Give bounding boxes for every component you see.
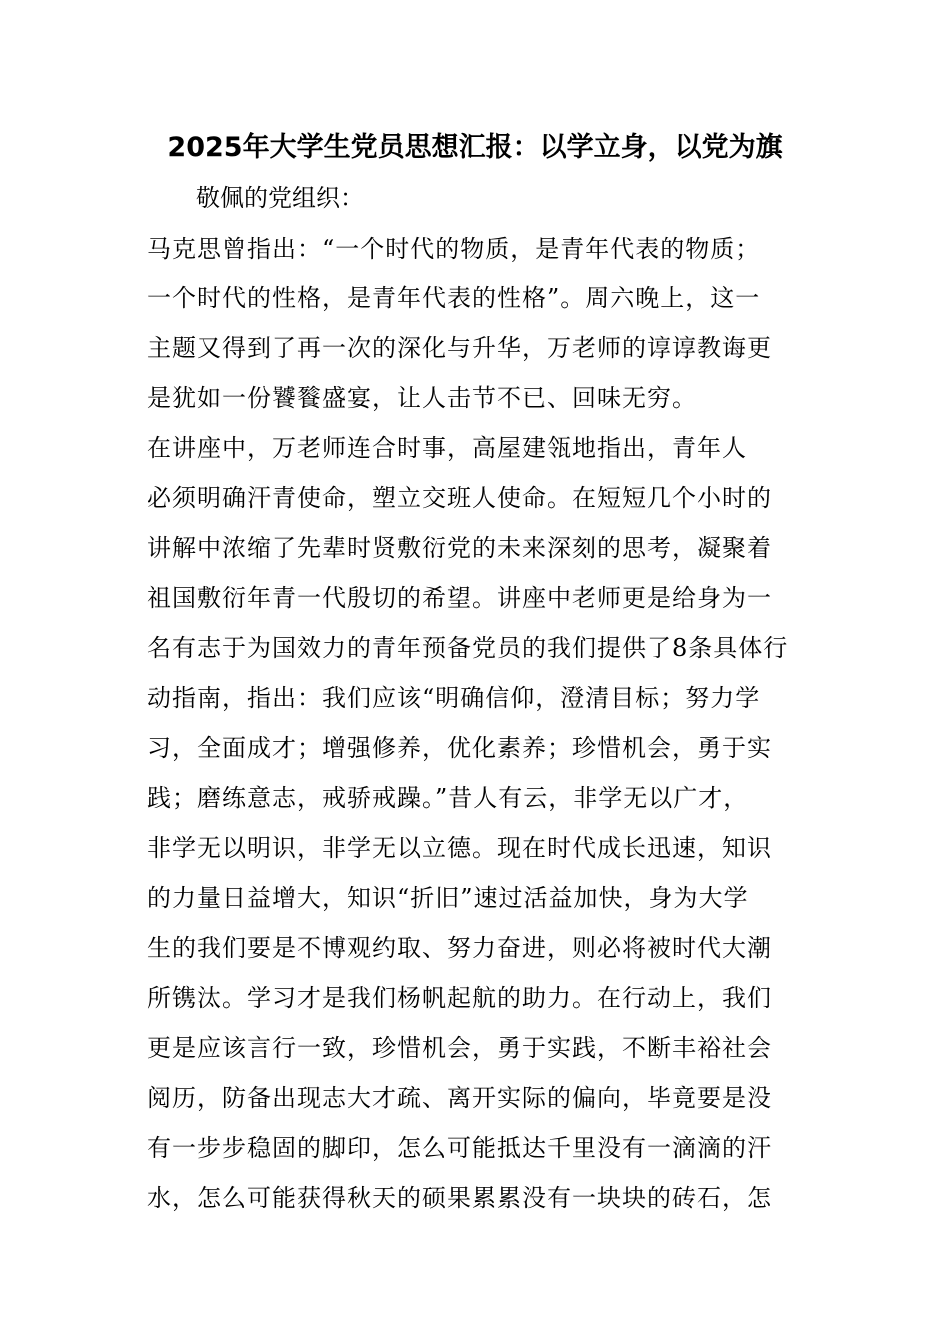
body-line: 水，怎么可能获得秋天的硕果累累没有一块块的砖石，怎 <box>147 1184 772 1212</box>
body-line: 生的我们要是不博观约取、努力奋进，则必将被时代大潮 <box>147 934 772 962</box>
body-line: 主题又得到了再一次的深化与升华，万老师的谆谆教诲更 <box>147 334 772 362</box>
body-line: 必须明确汗青使命，塑立交班人使命。在短短几个小时的 <box>147 484 772 512</box>
body-line: 动指南，指出：我们应该“明确信仰，澄清目标；努力学 <box>147 684 761 712</box>
body-line: 非学无以明识，非学无以立德。现在时代成长迅速，知识 <box>147 834 772 862</box>
body-line: 有一步步稳固的脚印，怎么可能抵达千里没有一滴滴的汗 <box>147 1134 772 1162</box>
body-line: 阅历，防备出现志大才疏、离开实际的偏向，毕竟要是没 <box>147 1084 772 1112</box>
body-line: 马克思曾指出：“一个时代的物质，是青年代表的物质； <box>147 235 761 263</box>
body-line: 的力量日益增大，知识“折旧”速过活益加快，身为大学 <box>147 884 749 912</box>
body-line: 祖国敷衍年青一代殷切的希望。讲座中老师更是给身为一 <box>147 584 772 612</box>
document-title: 2025年大学生党员思想汇报：以学立身，以党为旗 <box>167 132 783 163</box>
body-line: 名有志于为国效力的青年预备党员的我们提供了8条具体行 <box>147 634 789 662</box>
body-line: 所镌汰。学习才是我们杨帆起航的助力。在行动上，我们 <box>147 984 772 1012</box>
body-line: 践；磨练意志，戒骄戒躁。”昔人有云，非学无以广才， <box>147 784 749 812</box>
salutation: 敬佩的党组织： <box>196 184 364 212</box>
body-line: 在讲座中，万老师连合时事，高屋建瓴地指出，青年人 <box>147 434 747 462</box>
body-line: 讲解中浓缩了先辈时贤敷衍党的未来深刻的思考，凝聚着 <box>147 534 772 562</box>
body-line: 一个时代的性格，是青年代表的性格”。周六晚上，这一 <box>147 284 761 312</box>
body-line: 是犹如一份饕餮盛宴，让人击节不已、回味无穷。 <box>147 384 697 412</box>
body-line: 习，全面成才；增强修养，优化素养；珍惜机会，勇于实 <box>147 734 772 762</box>
body-line: 更是应该言行一致，珍惜机会，勇于实践，不断丰裕社会 <box>147 1034 772 1062</box>
